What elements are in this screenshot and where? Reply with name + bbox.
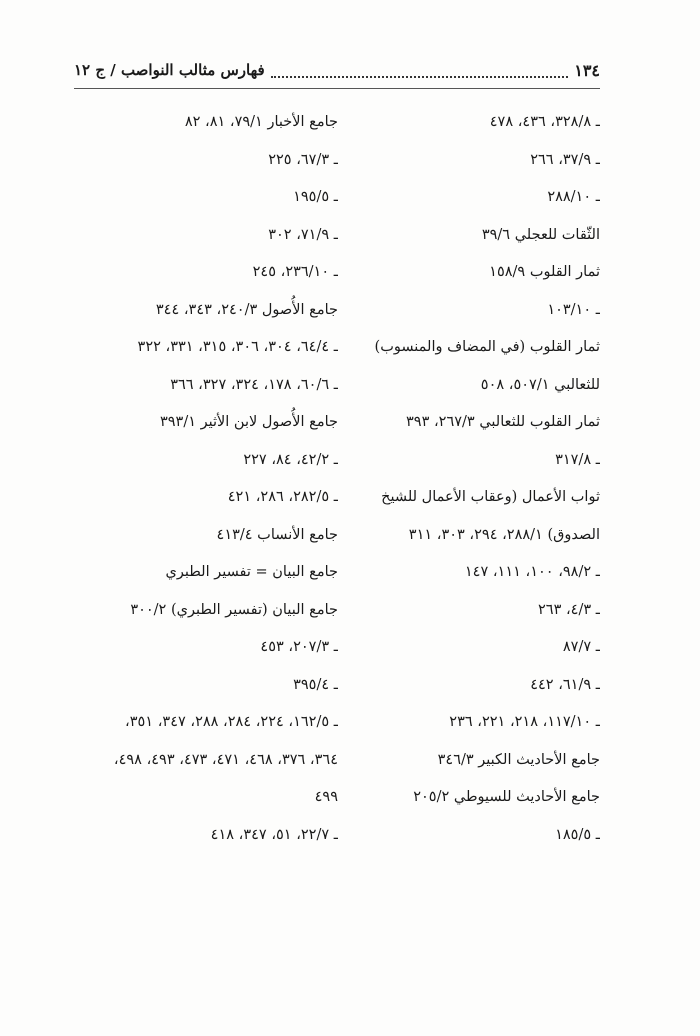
index-entry: ثمار القلوب للثعالبي ٢٦٧/٣، ٣٩٣ [406, 414, 600, 430]
index-entry: ـ ٦١/٩، ٤٤٢ [530, 676, 600, 693]
index-entry: جامع الأحاديث للسيوطي ٢٠٥/٢ [413, 789, 600, 805]
index-entry: للثعالبي ٥٠٧/١، ٥٠٨ [480, 376, 600, 393]
index-entry: ـ ١٠٣/١٠ [547, 301, 600, 318]
index-entry: ـ ١٩٥/٥ [293, 189, 338, 205]
index-entry: ـ ٣٩٥/٤ [293, 676, 338, 693]
index-column-right [332, 104, 600, 854]
index-entry: ـ ٤/٣، ٢٦٣ [538, 601, 600, 618]
index-entry: ـ ٢٨٨/١٠ [547, 189, 600, 205]
index-entry: ـ ١١٧/١٠، ٢١٨، ٢٢١، ٢٣٦ [449, 714, 600, 730]
index-entry: جامع البيان = تفسير الطبري [165, 564, 338, 580]
header-dot-leader [271, 75, 569, 78]
index-entry: ثمار القلوب (في المضاف والمنسوب) [374, 339, 600, 355]
index-column-left [70, 104, 338, 854]
index-entry: ـ ٧١/٩، ٣٠٢ [268, 226, 338, 243]
index-entry: جامع الأُصول ٢٤٠/٣، ٣٤٣، ٣٤٤ [155, 301, 338, 318]
index-entry: ـ ٤٢/٢، ٨٤، ٢٢٧ [243, 451, 338, 468]
index-entry: ـ ٦٠/٦، ١٧٨، ٣٢٤، ٣٢٧، ٣٦٦ [170, 376, 338, 393]
index-entry: ٣٦٤، ٣٧٦، ٤٦٨، ٤٧١، ٤٧٣، ٤٩٣، ٤٩٨، [113, 751, 338, 768]
index-entry: ـ ٣٧/٩، ٢٦٦ [530, 151, 600, 168]
index-entry: ـ ٢٣٦/١٠، ٢٤٥ [252, 264, 338, 280]
index-entry: ـ ٣٢٨/٨، ٤٣٦، ٤٧٨ [489, 114, 600, 130]
running-title: فهارس مثالب النواصب / ج ١٢ [74, 61, 265, 79]
index-entry: ـ ٢٨٢/٥، ٢٨٦، ٤٢١ [227, 489, 338, 505]
index-entry: ـ ٨٧/٧ [562, 639, 600, 655]
index-entry: جامع الأحاديث الكبير ٣٤٦/٣ [437, 751, 600, 768]
index-entry: ـ ١٦٢/٥، ٢٢٤، ٢٨٤، ٢٨٨، ٣٤٧، ٣٥١، [125, 714, 338, 730]
index-entry: ٤٩٩ [314, 789, 338, 805]
index-entry: ـ ٩٨/٢، ١٠٠، ١١١، ١٤٧ [464, 564, 600, 580]
index-entry: ـ ٦٧/٣، ٢٢٥ [268, 151, 338, 168]
index-entry: جامع الأُصول لابن الأثير ٣٩٣/١ [159, 414, 338, 430]
index-entry: ـ ٣١٧/٨ [555, 451, 600, 468]
page-number: ١٣٤ [574, 60, 600, 80]
index-entry: جامع الأخبار ٧٩/١، ٨١، ٨٢ [184, 114, 338, 130]
index-entry: ـ ٢٠٧/٣، ٤٥٣ [260, 639, 338, 655]
index-entry: جامع البيان (تفسير الطبري) ٣٠٠/٢ [130, 601, 338, 618]
index-entry: ـ ٢٢/٧، ٥١، ٣٤٧، ٤١٨ [210, 826, 338, 843]
index-entry: ثواب الأعمال (وعقاب الأعمال للشيخ [381, 489, 600, 505]
index-entry: ـ ٦٤/٤، ٣٠٤، ٣٠٦، ٣١٥، ٣٣١، ٣٢٢ [137, 339, 338, 355]
index-entry: جامع الأنساب ٤١٣/٤ [216, 526, 338, 543]
index-entry: الصدوق) ٢٨٨/١، ٢٩٤، ٣٠٣، ٣١١ [408, 526, 600, 543]
index-entry: ـ ١٨٥/٥ [555, 826, 600, 843]
index-entry: الثّقات للعجلي ٣٩/٦ [481, 226, 600, 243]
page-header [74, 58, 600, 82]
header-rule [74, 88, 600, 89]
index-entry: ثمار القلوب ١٥٨/٩ [489, 264, 600, 280]
